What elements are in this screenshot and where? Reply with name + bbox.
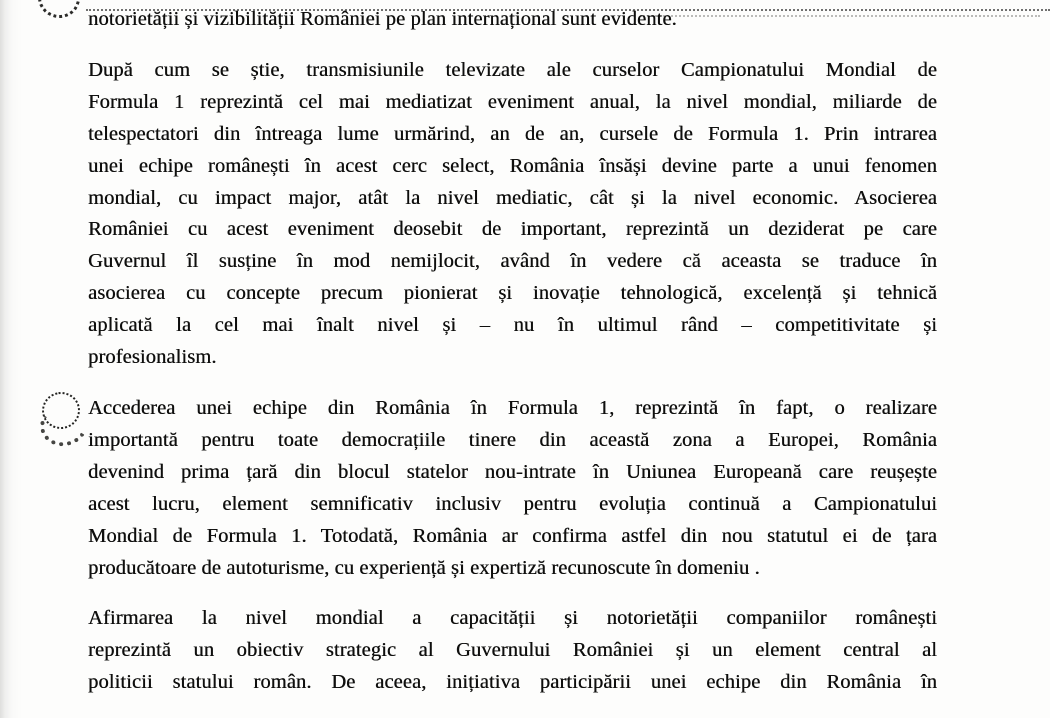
paragraph bbox=[88, 603, 937, 699]
text-line: Mondial de Formula 1. Totodată, România ar confirma astfel din nou statutul ei de țara bbox=[88, 524, 937, 547]
text-line: asocierea cu concepte precum pionierat și inovație tehnologică, excelență și tehnică bbox=[88, 282, 937, 305]
punch-hole-artifact-top bbox=[34, 0, 83, 22]
text-line: telespectatori din întreaga lume urmărind, an de an, cursele de Formula 1. Prin intrarea bbox=[88, 122, 937, 145]
text-line: producătoare de autoturisme, cu experiență și expertiză recunoscute în domeniu . bbox=[88, 556, 760, 579]
text-line: Afirmarea la nivel mondial a capacității și notorietății companiilor românești bbox=[88, 607, 937, 630]
text-line: aplicată la cel mai înalt nivel și – nu în ultimul rând – competitivitate și bbox=[88, 314, 937, 337]
text-line: Guvernul îl susține în mod nemijlocit, având în vedere că aceasta se traduce în bbox=[88, 250, 937, 273]
text-line: mondial, cu impact major, atât la nivel mediatic, cât și la nivel economic. Asocierea bbox=[88, 186, 937, 209]
text-line: unei echipe românești în acest cerc select, România însăși devine parte a unui fenomen bbox=[88, 154, 937, 177]
text-line: reprezintă un obiectiv strategic al Guvernului României și un element central al bbox=[88, 639, 937, 662]
text-line: importantă pentru toate democrațiile tinere din această zona a Europei, România bbox=[88, 428, 937, 451]
text-line: politicii statului român. De aceea, inițiativa participării unei echipe din România în bbox=[88, 671, 937, 694]
paragraph bbox=[88, 55, 937, 374]
paragraph bbox=[88, 4, 937, 36]
text-line: acest lucru, element semnificativ inclusiv pentru evoluția continuă a Campionatului bbox=[88, 492, 937, 515]
document-body bbox=[88, 4, 937, 718]
text-line: devenind prima țară din blocul statelor nou-intrate în Uniunea Europeană care reușește bbox=[88, 460, 937, 483]
text-line: După cum se știe, transmisiunile televizate ale curselor Campionatului Mondial de bbox=[88, 58, 937, 81]
text-line: profesionalism. bbox=[88, 346, 217, 369]
text-line: României cu acest eveniment deosebit de important, reprezintă un deziderat pe care bbox=[88, 218, 937, 241]
text-line: notorietății și vizibilității României pe plan internațional sunt evidente. bbox=[88, 8, 677, 30]
paragraph bbox=[88, 393, 937, 584]
text-line: Accederea unei echipe din România în Formula 1, reprezintă în fapt, o realizare bbox=[88, 396, 937, 419]
text-line: Formula 1 reprezintă cel mai mediatizat eveniment anual, la nivel mondial, miliarde de bbox=[88, 90, 937, 113]
